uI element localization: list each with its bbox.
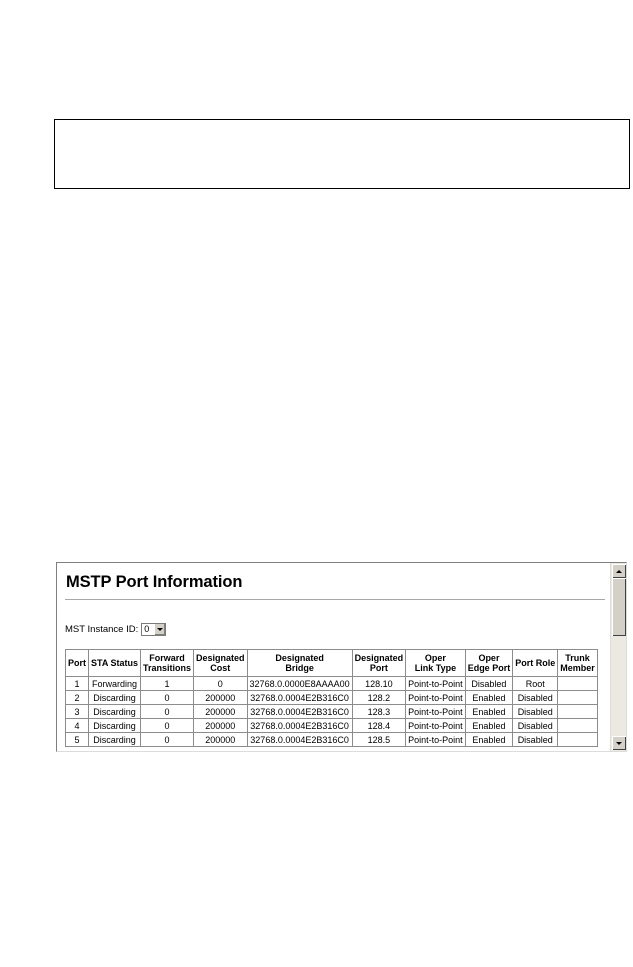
cell-sta-status: Discarding (89, 691, 141, 705)
cell-oper-edge-port: Enabled (465, 705, 513, 719)
cell-sta-status: Discarding (89, 733, 141, 747)
table-row (66, 691, 598, 705)
cell-designated-port: 128.3 (352, 705, 406, 719)
cell-forward-transitions: 0 (141, 705, 194, 719)
cell-designated-cost: 200000 (194, 705, 248, 719)
cell-forward-transitions: 0 (141, 691, 194, 705)
cell-forward-transitions: 1 (141, 677, 194, 691)
cell-designated-cost: 0 (194, 677, 248, 691)
scroll-up-button[interactable] (612, 564, 626, 578)
cell-sta-status: Discarding (89, 719, 141, 733)
table-row (66, 705, 598, 719)
cell-designated-bridge: 32768.0.0004E2B316C0 (247, 705, 352, 719)
cell-forward-transitions: 0 (141, 719, 194, 733)
triangle-up-icon (616, 570, 622, 573)
cell-port-role: Root (513, 677, 558, 691)
cell-designated-port: 128.2 (352, 691, 406, 705)
scroll-down-button[interactable] (612, 736, 626, 750)
col-header-oper-link-type: Oper Link Type (406, 650, 466, 677)
cell-designated-cost: 200000 (194, 691, 248, 705)
table-row (66, 719, 598, 733)
title-divider (65, 599, 605, 600)
cell-port: 2 (66, 691, 89, 705)
col-header-designated-port: Designated Port (352, 650, 406, 677)
col-header-designated-bridge: Designated Bridge (247, 650, 352, 677)
instance-id-label: MST Instance ID: (65, 623, 139, 635)
cell-oper-edge-port: Disabled (465, 677, 513, 691)
cell-sta-status: Forwarding (89, 677, 141, 691)
cell-oper-link-type: Point-to-Point (406, 705, 466, 719)
browser-frame (56, 562, 627, 752)
cell-port-role: Disabled (513, 691, 558, 705)
cell-trunk-member (558, 719, 598, 733)
cell-oper-edge-port: Enabled (465, 733, 513, 747)
cell-designated-bridge: 32768.0.0004E2B316C0 (247, 691, 352, 705)
chevron-down-icon (157, 628, 163, 631)
cell-port-role: Disabled (513, 705, 558, 719)
instance-row (65, 621, 166, 637)
cell-port-role: Disabled (513, 733, 558, 747)
instance-id-select[interactable] (141, 623, 166, 636)
cell-oper-link-type: Point-to-Point (406, 733, 466, 747)
note-box (54, 119, 630, 189)
cell-port: 3 (66, 705, 89, 719)
page-title: MSTP Port Information (66, 573, 243, 591)
cell-designated-port: 128.5 (352, 733, 406, 747)
col-header-port: Port (66, 650, 89, 677)
cell-oper-link-type: Point-to-Point (406, 719, 466, 733)
cell-designated-bridge: 32768.0.0004E2B316C0 (247, 719, 352, 733)
cell-oper-edge-port: Enabled (465, 719, 513, 733)
cell-designated-bridge: 32768.0.0000E8AAAA00 (247, 677, 352, 691)
instance-id-value: 0 (144, 623, 150, 634)
cell-oper-edge-port: Enabled (465, 691, 513, 705)
cell-trunk-member (558, 677, 598, 691)
triangle-down-icon (616, 742, 622, 745)
cell-trunk-member (558, 705, 598, 719)
page-content (57, 563, 610, 751)
cell-designated-bridge: 32768.0.0004E2B316C0 (247, 733, 352, 747)
table-row (66, 733, 598, 747)
scrollbar-thumb[interactable] (612, 578, 626, 636)
cell-designated-port: 128.10 (352, 677, 406, 691)
col-header-designated-cost: Designated Cost (194, 650, 248, 677)
cell-oper-link-type: Point-to-Point (406, 691, 466, 705)
dropdown-button[interactable] (154, 624, 165, 635)
col-header-port-role: Port Role (513, 650, 558, 677)
vertical-scrollbar[interactable] (610, 563, 626, 751)
table-header-row (66, 650, 598, 677)
col-header-trunk-member: Trunk Member (558, 650, 598, 677)
col-header-oper-edge-port: Oper Edge Port (465, 650, 513, 677)
cell-trunk-member (558, 733, 598, 747)
table-row (66, 677, 598, 691)
port-table (65, 649, 598, 747)
cell-port: 4 (66, 719, 89, 733)
cell-port: 5 (66, 733, 89, 747)
cell-trunk-member (558, 691, 598, 705)
cell-designated-cost: 200000 (194, 733, 248, 747)
cell-port-role: Disabled (513, 719, 558, 733)
cell-designated-cost: 200000 (194, 719, 248, 733)
cell-sta-status: Discarding (89, 705, 141, 719)
col-header-sta-status: STA Status (89, 650, 141, 677)
cell-port: 1 (66, 677, 89, 691)
cell-designated-port: 128.4 (352, 719, 406, 733)
cell-oper-link-type: Point-to-Point (406, 677, 466, 691)
col-header-forward-transitions: Forward Transitions (141, 650, 194, 677)
cell-forward-transitions: 0 (141, 733, 194, 747)
